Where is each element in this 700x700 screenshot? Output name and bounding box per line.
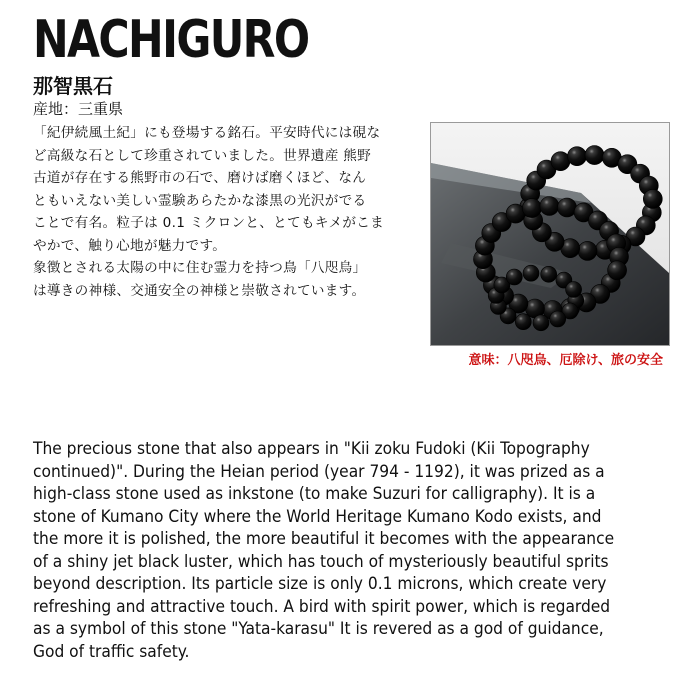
bead [551, 152, 570, 171]
stone-name-japanese: 那智黒石 [33, 74, 113, 98]
en-description-line: stone of Kumano City where the World Heritage Kumano Kodo exists, and [33, 506, 602, 527]
jp-description-line: やかで、触り心地が魅力です。 [33, 237, 227, 254]
en-description-line: continued)". During the Heian period (year 794 - 1192), it was prized as a [33, 461, 605, 482]
bead [541, 266, 557, 282]
jp-description-line: ともいえない美しい霊験あらたかな漆黒の光沢がでる [33, 192, 367, 209]
en-description-line: refreshing and attractive touch. A bird with spirit power, which is regarded [33, 596, 611, 617]
bead [585, 146, 604, 165]
meaning-caption: 意味：八咫烏、厄除け、旅の安全 [468, 353, 663, 368]
en-description-line: of a shiny jet black luster, which has touch of mysteriously beautiful sprits [33, 551, 609, 572]
bead [522, 199, 541, 218]
english-description [33, 438, 693, 663]
en-description-line: The precious stone that also appears in "Kii zoku Fudoki (Kii Topography [33, 439, 590, 459]
en-description-line: beyond description. Its particle size is only 0.1 microns, which create very [33, 574, 607, 594]
bead [533, 315, 549, 331]
jp-description-line: は導きの神様、交通安全の神様と崇敬されています。 [33, 282, 366, 299]
en-description-line: the more it is polished, the more beautiful it becomes with the appearance [33, 529, 615, 549]
japanese-description [33, 122, 405, 302]
origin-label: 産地：三重県 [33, 100, 124, 118]
jp-description-line: ど高級な石として珍重されていました。世界遺産 熊野 [33, 147, 372, 164]
bead [568, 147, 587, 166]
bead [643, 189, 662, 208]
bead [550, 311, 566, 327]
bead [523, 265, 539, 281]
en-description-line: as a symbol of this stone "Yata-karasu" It is revered as a god of guidance, [33, 619, 604, 639]
bead [608, 261, 627, 280]
en-description-line: God of traffic safety. [33, 641, 190, 662]
bead [506, 269, 522, 285]
bead [558, 198, 577, 217]
bracelet-photo [430, 122, 670, 346]
jp-description-line: 象徴とされる太陽の中に住む霊力を持つ鳥「八咫烏」 [33, 260, 367, 276]
bead [566, 282, 582, 298]
bead [540, 197, 559, 216]
bead [578, 241, 597, 260]
bead [515, 314, 531, 330]
en-description-line: high-class stone used as inkstone (to make Suzuri for calligraphy). It is a [33, 484, 596, 504]
jp-description-line: ことで有名。粒子は 0.1 ミクロンと、とてもキメがこま [33, 215, 385, 231]
jp-description-line: 「紀伊続風土紀」にも登場する銘石。平安時代には硯な [33, 125, 381, 141]
jp-description-line: 古道が存在する熊野市の石で、磨けば磨くほど、なん [33, 170, 367, 186]
page-title: NACHIGURO [33, 10, 309, 70]
bracelet-photo-image [431, 123, 669, 345]
